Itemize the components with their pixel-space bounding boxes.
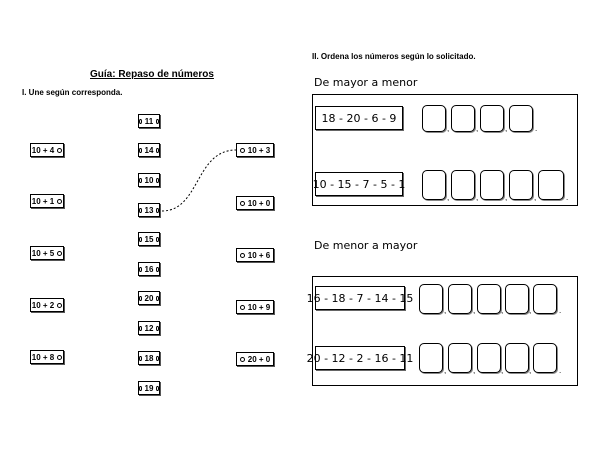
match-middle-item[interactable]: 14 — [138, 143, 160, 157]
match-left-item[interactable]: 10 + 1 — [30, 194, 64, 208]
connector-dot-icon[interactable] — [139, 326, 142, 331]
answer-box[interactable] — [505, 343, 529, 373]
match-left-item[interactable]: 10 + 8 — [30, 350, 64, 364]
connector-dot-icon[interactable] — [156, 237, 159, 242]
group-label-ascending: De menor a mayor — [314, 239, 418, 252]
connector-dot-icon[interactable] — [240, 148, 245, 153]
answer-box[interactable] — [509, 170, 533, 200]
match-right-item[interactable]: 20 + 0 — [236, 352, 274, 366]
connector-dot-icon[interactable] — [139, 386, 142, 391]
answer-box[interactable] — [451, 105, 475, 132]
answer-box[interactable] — [419, 284, 443, 314]
connector-dot-icon[interactable] — [240, 201, 245, 206]
match-middle-item[interactable]: 19 — [138, 381, 160, 395]
answer-box[interactable] — [538, 170, 564, 200]
match-middle-item[interactable]: 15 — [138, 232, 160, 246]
answer-box[interactable] — [477, 284, 501, 314]
section1-heading: I. Une según corresponda. — [22, 88, 123, 97]
answer-box[interactable] — [419, 343, 443, 373]
connector-dot-icon[interactable] — [156, 326, 159, 331]
match-right-item[interactable]: 10 + 0 — [236, 196, 274, 210]
connector-dot-icon[interactable] — [139, 178, 142, 183]
connector-dot-icon[interactable] — [156, 178, 159, 183]
answer-box[interactable] — [422, 105, 446, 132]
answer-box[interactable] — [509, 105, 533, 132]
connector-dot-icon[interactable] — [57, 303, 62, 308]
match-left-item[interactable]: 10 + 5 — [30, 246, 64, 260]
connector-dot-icon[interactable] — [139, 237, 142, 242]
connector-dot-icon[interactable] — [57, 355, 62, 360]
match-middle-item[interactable]: 11 — [138, 114, 160, 128]
match-middle-item[interactable]: 20 — [138, 291, 160, 305]
answer-box[interactable] — [451, 170, 475, 200]
connector-dot-icon[interactable] — [139, 356, 142, 361]
answer-box[interactable] — [422, 170, 446, 200]
connector-dot-icon[interactable] — [156, 148, 159, 153]
match-middle-item[interactable]: 12 — [138, 321, 160, 335]
connector-dot-icon[interactable] — [156, 208, 159, 213]
connector-dot-icon[interactable] — [139, 208, 142, 213]
connector-dot-icon[interactable] — [57, 251, 62, 256]
answer-box[interactable] — [480, 105, 504, 132]
answer-box[interactable] — [448, 284, 472, 314]
section2-heading: II. Ordena los números según lo solicitado. — [312, 52, 476, 61]
match-middle-item[interactable]: 13 — [138, 203, 160, 217]
match-right-item[interactable]: 10 + 6 — [236, 248, 274, 262]
match-left-item[interactable]: 10 + 4 — [30, 143, 64, 157]
match-right-item[interactable]: 10 + 9 — [236, 300, 274, 314]
answer-box[interactable] — [480, 170, 504, 200]
connector-dot-icon[interactable] — [240, 357, 245, 362]
connector-dot-icon[interactable] — [156, 386, 159, 391]
connector-dot-icon[interactable] — [156, 119, 159, 124]
number-sequence: 10 - 15 - 7 - 5 - 1 — [315, 172, 403, 196]
connector-dot-icon[interactable] — [139, 148, 142, 153]
answer-box[interactable] — [477, 343, 501, 373]
connector-dot-icon[interactable] — [240, 305, 245, 310]
answer-box[interactable] — [533, 343, 557, 373]
answer-box[interactable] — [505, 284, 529, 314]
match-middle-item[interactable]: 18 — [138, 351, 160, 365]
number-sequence: 16 - 18 - 7 - 14 - 15 — [315, 286, 405, 310]
match-right-item[interactable]: 10 + 3 — [236, 143, 274, 157]
match-middle-item[interactable]: 16 — [138, 262, 160, 276]
match-middle-item[interactable]: 10 — [138, 173, 160, 187]
connector-dot-icon[interactable] — [139, 296, 142, 301]
number-sequence: 20 - 12 - 2 - 16 - 11 — [315, 346, 405, 370]
group-label-descending: De mayor a menor — [314, 76, 418, 89]
connector-dot-icon[interactable] — [57, 199, 62, 204]
connector-dot-icon[interactable] — [156, 296, 159, 301]
answer-box[interactable] — [448, 343, 472, 373]
match-left-item[interactable]: 10 + 2 — [30, 298, 64, 312]
connector-dot-icon[interactable] — [156, 267, 159, 272]
number-sequence: 18 - 20 - 6 - 9 — [315, 106, 403, 130]
connector-dot-icon[interactable] — [139, 119, 142, 124]
answer-box[interactable] — [533, 284, 557, 314]
connector-dot-icon[interactable] — [57, 148, 62, 153]
page-title: Guía: Repaso de números — [90, 69, 214, 80]
connector-dot-icon[interactable] — [139, 267, 142, 272]
connector-dot-icon[interactable] — [156, 356, 159, 361]
connector-dot-icon[interactable] — [240, 253, 245, 258]
